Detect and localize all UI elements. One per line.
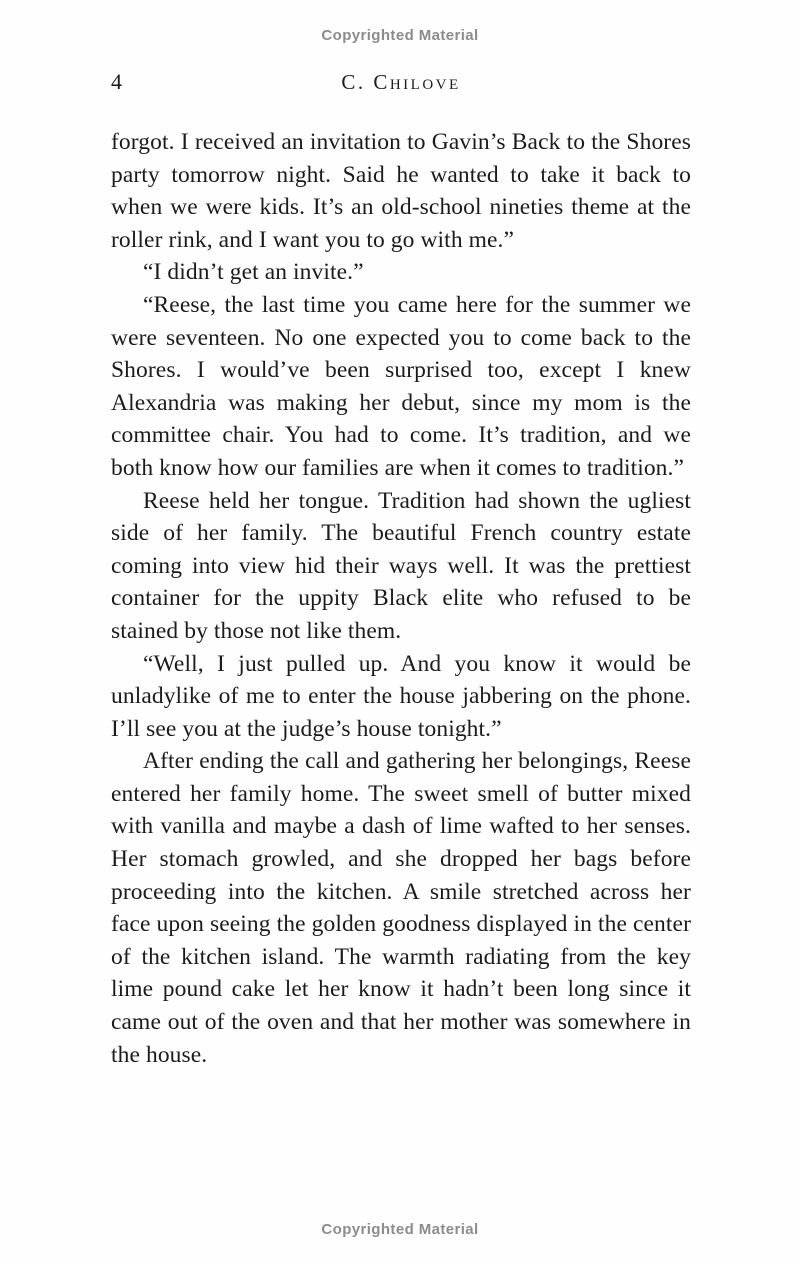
paragraph: forgot. I received an invitation to Gavin’s Back to the Shores party tomorrow night. Said he wanted to take it back to when we were kids. It’s an old-school nineties theme at the roller rink, and I want you to go with me.” (111, 129, 691, 253)
copyright-notice-top: Copyrighted Material (321, 27, 479, 44)
paragraph: Reese held her tongue. Tradition had shown the ugliest side of her family. The beautiful French country estate coming into view hid their ways well. It was the prettiest container for the uppity Black elite who refused to be stained by those not like them. (111, 487, 691, 644)
paragraph: After ending the call and gathering her belongings, Reese entered her family home. The sweet smell of butter mixed with vanilla and maybe a dash of lime wafted to her senses. Her stomach growled, and she dropped her bags before proceeding into the kitchen. A smile stretched across her face upon seeing the golden goodness displayed in the center of the kitchen island. The warmth radiating from the key lime pound cake let her know it hadn’t been long since it came out of the oven and that her mother was somewhere in the house. (111, 748, 691, 1068)
paragraph: “Reese, the last time you came here for the summer we were seventeen. No one expected you to come back to the Shores. I would’ve been surprised too, except I knew Alexandria was making her debut, since my mom is the committee chair. You had to come. It’s tradition, and we both know how our families are when it comes to tradition.” (111, 291, 691, 481)
running-header-title: C. Chilove (341, 70, 461, 94)
paragraph: “I didn’t get an invite.” (143, 259, 364, 286)
paragraph: “Well, I just pulled up. And you know it would be unladylike of me to enter the house jabbering on the phone. I’ll see you at the judge’s house tonight.” (111, 650, 691, 742)
page-header (111, 69, 691, 95)
copyright-notice-bottom: Copyrighted Material (321, 1221, 479, 1238)
body-text (111, 126, 691, 1071)
page-number: 4 (111, 69, 122, 94)
